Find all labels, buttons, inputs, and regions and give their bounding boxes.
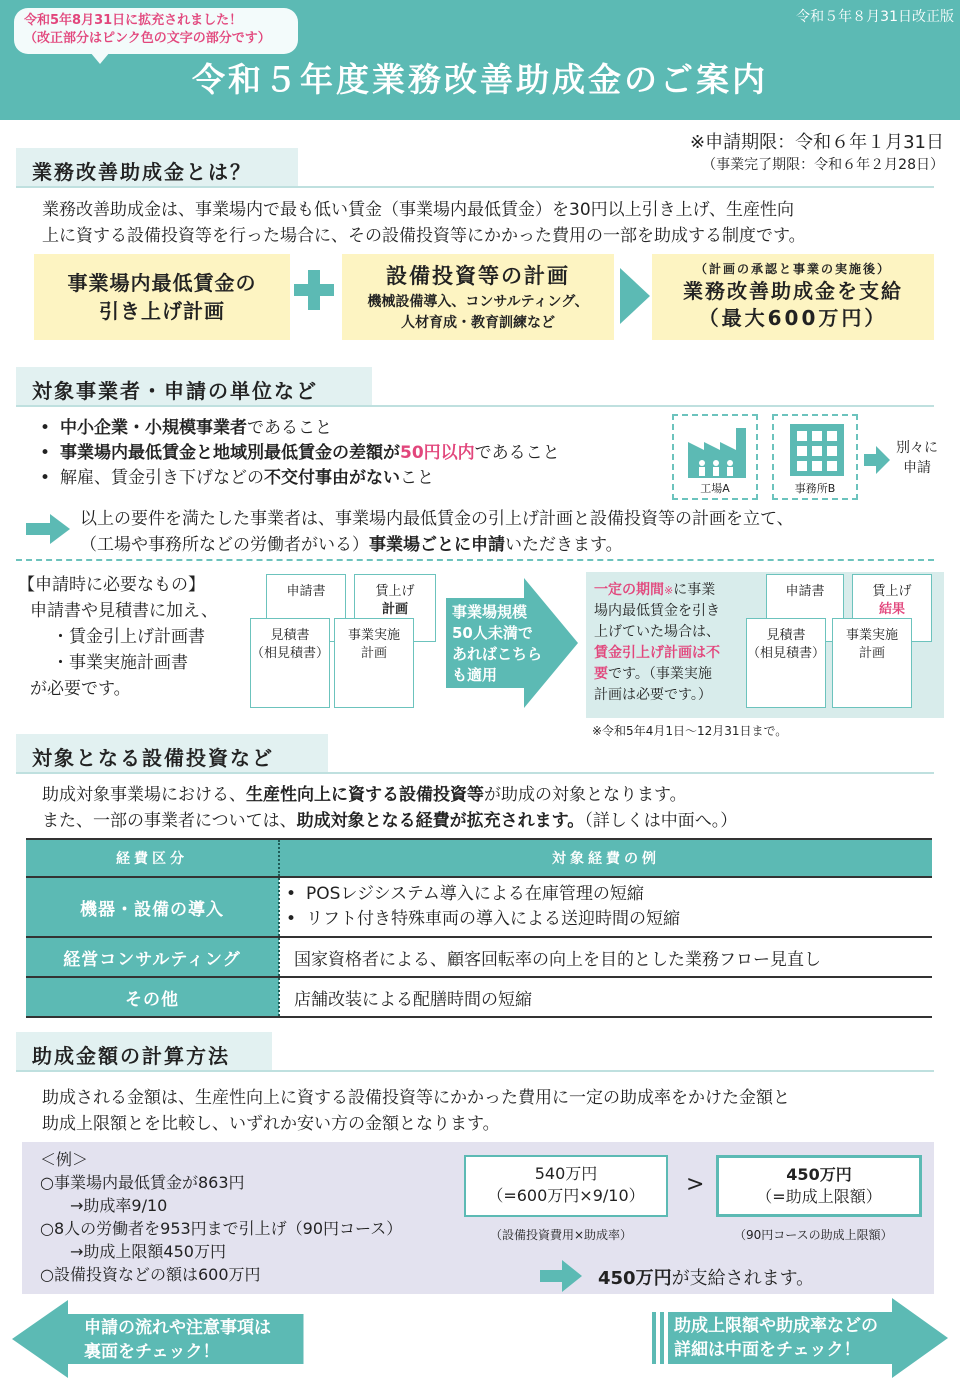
result-text: 450万円が支給されます。 xyxy=(598,1268,815,1289)
arrow-right-icon xyxy=(26,514,70,544)
page-title: 令和５年度業務改善助成金のご案内 xyxy=(192,60,768,99)
subsidy-line-2: （最大600万円） xyxy=(698,306,888,330)
table-row xyxy=(26,877,932,937)
wage-plan-box xyxy=(34,254,290,340)
notice-line-1: 令和5年8月31日に拡充されました！ xyxy=(24,13,243,28)
table-row xyxy=(26,977,932,1017)
computed-amount-box: 540万円 （=600万円×9/10） xyxy=(464,1155,668,1217)
eligibility-item: • 中小企業・小規模事業者であること xyxy=(34,416,560,441)
section-title-calculation: 助成金額の計算方法 xyxy=(16,1032,272,1072)
investment-description: 助成対象事業場における、生産性向上に資する設備投資等が助成の対象となります。 また、一部の事業者については、助成対象となる経費が拡充されます。（詳しくは中面へ。） xyxy=(42,785,738,831)
small-business-note: 事業場規模 50人未満で あればこちら も適用 xyxy=(452,603,543,684)
divider xyxy=(16,559,934,561)
calculation-description: 助成される金額は、生産性向上に資する設備投資等にかかった費用に一定の助成率をかけた金額と 助成上限額とを比較し、いずれか安い方の金額となります。 xyxy=(42,1088,790,1134)
eligibility-summary: 以上の要件を満たした事業者は、事業場内最低賃金の引上げ計画と設備投資等の計画を立て、 （工場や事務所などの労働者がいる）事業場ごとに申請いただきます。 xyxy=(80,509,794,555)
revision-date: 令和５年８月31日改正版 xyxy=(796,9,954,25)
column-header: 経費区分 xyxy=(26,839,279,877)
overview-description xyxy=(42,197,806,249)
back-page-link[interactable]: 申請の流れや注意事項は 裏面をチェック！ xyxy=(12,1300,304,1378)
doc-application: 申請書 xyxy=(266,574,346,642)
required-docs-heading: 【申請時に必要なもの】 xyxy=(18,575,205,595)
investment-plan-sub-2: 人材育成・教育訓練など xyxy=(401,315,555,331)
middle-page-link[interactable]: 助成上限額や助成率などの 詳細は中面をチェック！ xyxy=(652,1298,948,1378)
doc-quote: 見積書 （相見積書） xyxy=(746,618,826,708)
table-row xyxy=(26,937,932,977)
office-box xyxy=(772,414,858,500)
greater-than-sign: > xyxy=(686,1172,705,1197)
overview-line-1: 業務改善助成金は、事業場内で最も低い賃金（事業場内最低賃金）を30円以上引き上げ、生産性向 xyxy=(42,200,794,220)
section-underline xyxy=(16,772,934,774)
revision-notice xyxy=(14,8,298,54)
notice-line-2: （改正部分はピンク色の文字の部分です） xyxy=(24,31,271,46)
doc-business-plan: 事業実施 計画 xyxy=(832,618,912,708)
wage-plan-line-2: 引き上げ計画 xyxy=(99,299,225,323)
section-underline xyxy=(16,405,934,407)
row-examples: 店舗改装による配膳時間の短縮 xyxy=(279,977,932,1017)
doc-quote: 見積書 （相見積書） xyxy=(250,618,330,708)
example-list: ＜例＞ ○事業場内最低賃金が863円 →助成率9/10 ○8人の労働者を953円まで引上げ（90円コース） →助成上限額450万円 ○設備投資などの額は600万円 xyxy=(40,1150,403,1284)
row-category: 経営コンサルティング xyxy=(26,937,279,977)
table-header-row xyxy=(26,839,932,877)
column-header: 対象経費の例 xyxy=(279,839,932,877)
row-category: 機器・設備の導入 xyxy=(26,877,279,937)
computed-caption: （設備投資費用×助成率） xyxy=(490,1228,633,1242)
doc-wage-result: 賃上げ 結果 xyxy=(852,574,932,642)
office-building-icon xyxy=(776,420,858,480)
row-examples: • POSレジシステム導入による在庫管理の短縮 • リフト付き特殊車両の導入による送迎時間の短縮 xyxy=(279,877,932,937)
arrow-right-icon xyxy=(540,1260,582,1292)
separate-application: 別々に 申請 xyxy=(896,440,938,476)
wage-plan-line-1: 事業場内最低賃金の xyxy=(67,271,257,295)
doc-application: 申請書 xyxy=(766,574,844,642)
expense-table xyxy=(26,838,932,1018)
section-title-overview: 業務改善助成金とは？ xyxy=(16,148,298,188)
investment-plan-sub-1: 機械設備導入、コンサルティング、 xyxy=(367,294,589,310)
subsidy-box xyxy=(652,254,934,340)
overview-line-2: 上に資する設備投資等を行った場合に、その設備投資等にかかった費用の一部を助成する制度です。 xyxy=(42,226,806,246)
investment-plan-title: 設備投資等の計画 xyxy=(386,264,570,288)
factory-box xyxy=(672,414,758,500)
plus-icon xyxy=(294,270,334,310)
office-label: 事務所B xyxy=(794,482,836,495)
deadline-complete: （事業完了期限：令和６年２月28日） xyxy=(702,157,944,173)
required-docs: 【申請時に必要なもの】 申請書や見積書に加え、 ・賃金引上げ計画書 ・事業実施計画書 が必要です。 xyxy=(18,572,218,702)
subsidy-note: （計画の承認と事業の実施後） xyxy=(694,262,891,276)
factory-icon xyxy=(676,422,758,482)
eligibility-item: • 解雇、賃金引き下げなどの不交付事由がないこと xyxy=(34,466,560,491)
arrow-right-icon xyxy=(620,268,650,324)
doc-wage-plan: 賃上げ 計画 xyxy=(354,574,436,642)
eligibility-item: • 事業場内最低賃金と地域別最低賃金の差額が50円以内であること xyxy=(34,441,560,466)
exemption-text: 一定の期間※に事業 場内最低賃金を引き 上げていた場合は、 賃金引上げ計画は不 要です。（事業実施 計画は必要です。） xyxy=(594,582,720,703)
section-title-investment: 対象となる設備投資など xyxy=(16,734,328,774)
deadline-apply: ※申請期限：令和６年１月31日 xyxy=(690,132,944,153)
period-footnote: ※令和5年4月1日～12月31日まで。 xyxy=(592,724,788,738)
row-examples: 国家資格者による、顧客回転率の向上を目的とした業務フロー見直し xyxy=(279,937,932,977)
row-category: その他 xyxy=(26,977,279,1017)
doc-business-plan: 事業実施 計画 xyxy=(334,618,414,708)
factory-label: 工場A xyxy=(700,482,730,495)
section-underline xyxy=(16,1070,934,1072)
deadline xyxy=(690,128,944,174)
section-title-eligibility: 対象事業者・申請の単位など xyxy=(16,367,372,407)
eligibility-list xyxy=(34,416,560,491)
arrow-right-icon xyxy=(864,446,890,474)
investment-plan-box xyxy=(342,254,614,340)
cap-caption: （90円コースの助成上限額） xyxy=(734,1228,893,1242)
cap-amount-box: 450万円 （=助成上限額） xyxy=(716,1155,922,1217)
section-underline xyxy=(16,186,934,188)
subsidy-line-1: 業務改善助成金を支給 xyxy=(683,279,903,303)
